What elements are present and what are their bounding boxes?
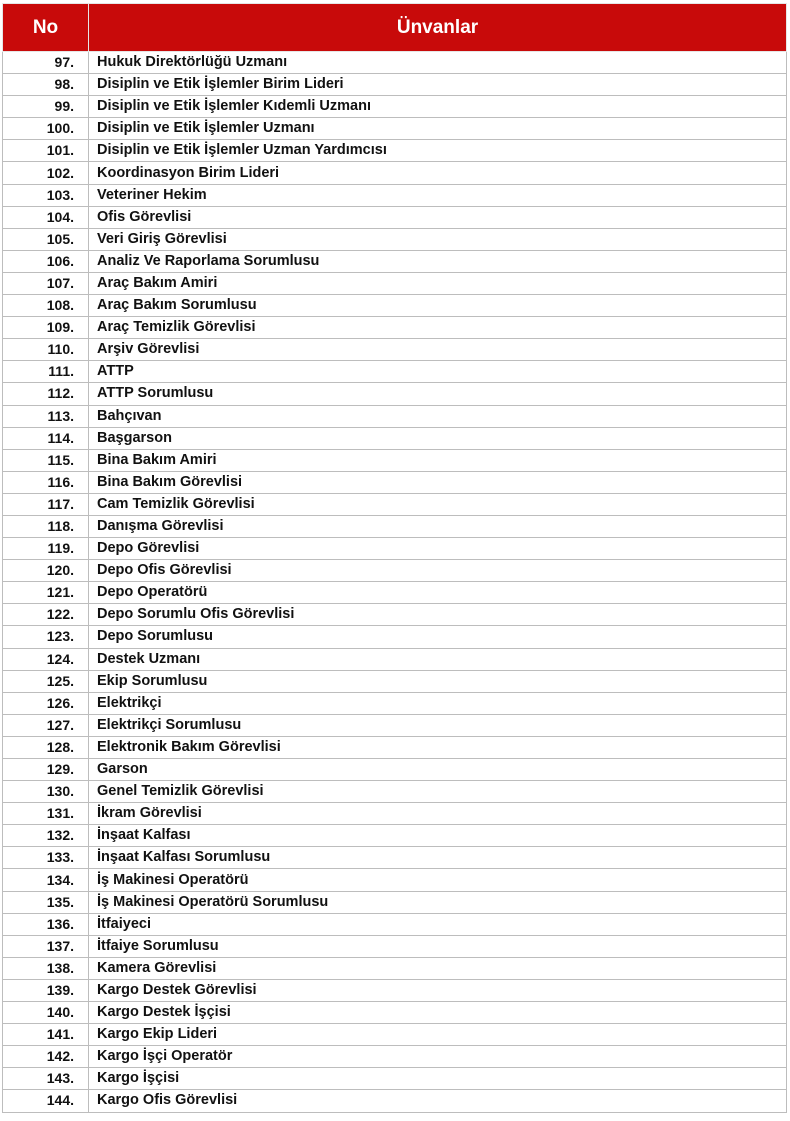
- row-title: Bahçıvan: [89, 405, 787, 427]
- row-number: 117.: [3, 493, 89, 515]
- row-title: Kargo Ekip Lideri: [89, 1024, 787, 1046]
- table-row: [3, 383, 787, 405]
- row-title: Araç Bakım Amiri: [89, 272, 787, 294]
- row-title: Elektronik Bakım Görevlisi: [89, 736, 787, 758]
- row-number: 126.: [3, 692, 89, 714]
- row-number: 111.: [3, 361, 89, 383]
- row-title: ATTP: [89, 361, 787, 383]
- row-number: 115.: [3, 449, 89, 471]
- table-row: [3, 891, 787, 913]
- row-number: 134.: [3, 869, 89, 891]
- table-row: [3, 118, 787, 140]
- table-row: [3, 759, 787, 781]
- row-title: Elektrikçi Sorumlusu: [89, 714, 787, 736]
- row-title: Ofis Görevlisi: [89, 206, 787, 228]
- row-title: Bina Bakım Amiri: [89, 449, 787, 471]
- row-title: Depo Ofis Görevlisi: [89, 560, 787, 582]
- row-number: 110.: [3, 339, 89, 361]
- row-number: 123.: [3, 626, 89, 648]
- row-number: 100.: [3, 118, 89, 140]
- row-title: Disiplin ve Etik İşlemler Uzmanı: [89, 118, 787, 140]
- table-row: [3, 538, 787, 560]
- table-row: [3, 869, 787, 891]
- table-row: [3, 803, 787, 825]
- row-number: 97.: [3, 52, 89, 74]
- row-number: 107.: [3, 272, 89, 294]
- table-row: [3, 74, 787, 96]
- table-row: [3, 449, 787, 471]
- table-row: [3, 1090, 787, 1112]
- row-title: Ekip Sorumlusu: [89, 670, 787, 692]
- row-number: 130.: [3, 781, 89, 803]
- row-title: İnşaat Kalfası Sorumlusu: [89, 847, 787, 869]
- table-row: [3, 714, 787, 736]
- row-number: 103.: [3, 184, 89, 206]
- row-number: 112.: [3, 383, 89, 405]
- table-row: [3, 162, 787, 184]
- header-no: No: [3, 4, 89, 52]
- row-number: 135.: [3, 891, 89, 913]
- row-number: 129.: [3, 759, 89, 781]
- row-title: ATTP Sorumlusu: [89, 383, 787, 405]
- row-number: 131.: [3, 803, 89, 825]
- row-title: İş Makinesi Operatörü: [89, 869, 787, 891]
- row-title: Kargo İşçisi: [89, 1068, 787, 1090]
- row-number: 127.: [3, 714, 89, 736]
- table-row: [3, 471, 787, 493]
- table-row: [3, 317, 787, 339]
- row-title: Başgarson: [89, 427, 787, 449]
- row-number: 116.: [3, 471, 89, 493]
- table-row: [3, 913, 787, 935]
- header-row: [3, 4, 787, 52]
- row-number: 140.: [3, 1002, 89, 1024]
- row-number: 128.: [3, 736, 89, 758]
- row-title: Garson: [89, 759, 787, 781]
- table-row: [3, 493, 787, 515]
- row-title: Veteriner Hekim: [89, 184, 787, 206]
- row-title: Kargo Destek Görevlisi: [89, 979, 787, 1001]
- row-title: Disiplin ve Etik İşlemler Uzman Yardımcısı: [89, 140, 787, 162]
- row-number: 114.: [3, 427, 89, 449]
- row-title: İtfaiyeci: [89, 913, 787, 935]
- row-number: 133.: [3, 847, 89, 869]
- row-title: Bina Bakım Görevlisi: [89, 471, 787, 493]
- row-title: Depo Sorumlusu: [89, 626, 787, 648]
- table-row: [3, 604, 787, 626]
- table-row: [3, 781, 787, 803]
- row-title: Kargo İşçi Operatör: [89, 1046, 787, 1068]
- table-row: [3, 339, 787, 361]
- table-row: [3, 957, 787, 979]
- table-row: [3, 1002, 787, 1024]
- row-title: İnşaat Kalfası: [89, 825, 787, 847]
- table-row: [3, 670, 787, 692]
- row-title: Kamera Görevlisi: [89, 957, 787, 979]
- row-number: 124.: [3, 648, 89, 670]
- table-row: [3, 1068, 787, 1090]
- table-row: [3, 1046, 787, 1068]
- row-title: Elektrikçi: [89, 692, 787, 714]
- table-row: [3, 560, 787, 582]
- row-title: Kargo Ofis Görevlisi: [89, 1090, 787, 1112]
- row-number: 143.: [3, 1068, 89, 1090]
- table-row: [3, 405, 787, 427]
- table-row: [3, 582, 787, 604]
- row-number: 106.: [3, 250, 89, 272]
- table-row: [3, 206, 787, 228]
- row-number: 137.: [3, 935, 89, 957]
- row-number: 98.: [3, 74, 89, 96]
- table-row: [3, 825, 787, 847]
- row-number: 138.: [3, 957, 89, 979]
- table-row: [3, 52, 787, 74]
- table-row: [3, 140, 787, 162]
- row-number: 104.: [3, 206, 89, 228]
- row-title: Disiplin ve Etik İşlemler Birim Lideri: [89, 74, 787, 96]
- row-title: Genel Temizlik Görevlisi: [89, 781, 787, 803]
- table-row: [3, 935, 787, 957]
- row-number: 136.: [3, 913, 89, 935]
- row-number: 118.: [3, 515, 89, 537]
- row-title: Araç Temizlik Görevlisi: [89, 317, 787, 339]
- row-title: Danışma Görevlisi: [89, 515, 787, 537]
- row-number: 113.: [3, 405, 89, 427]
- titles-table: [2, 3, 787, 1113]
- row-title: Analiz Ve Raporlama Sorumlusu: [89, 250, 787, 272]
- row-number: 101.: [3, 140, 89, 162]
- table-row: [3, 736, 787, 758]
- table-header: [3, 4, 787, 52]
- row-title: Destek Uzmanı: [89, 648, 787, 670]
- row-title: Depo Sorumlu Ofis Görevlisi: [89, 604, 787, 626]
- row-title: Depo Görevlisi: [89, 538, 787, 560]
- table-row: [3, 228, 787, 250]
- row-number: 141.: [3, 1024, 89, 1046]
- table-row: [3, 692, 787, 714]
- table-row: [3, 250, 787, 272]
- row-number: 108.: [3, 295, 89, 317]
- row-title: Cam Temizlik Görevlisi: [89, 493, 787, 515]
- row-number: 144.: [3, 1090, 89, 1112]
- table-body: [3, 52, 787, 1113]
- table-row: [3, 1024, 787, 1046]
- table-row: [3, 427, 787, 449]
- row-title: Koordinasyon Birim Lideri: [89, 162, 787, 184]
- row-number: 139.: [3, 979, 89, 1001]
- row-number: 125.: [3, 670, 89, 692]
- row-number: 109.: [3, 317, 89, 339]
- row-title: İş Makinesi Operatörü Sorumlusu: [89, 891, 787, 913]
- table-row: [3, 648, 787, 670]
- table-row: [3, 515, 787, 537]
- row-number: 102.: [3, 162, 89, 184]
- row-number: 105.: [3, 228, 89, 250]
- row-title: Kargo Destek İşçisi: [89, 1002, 787, 1024]
- row-title: İtfaiye Sorumlusu: [89, 935, 787, 957]
- row-title: Veri Giriş Görevlisi: [89, 228, 787, 250]
- row-number: 121.: [3, 582, 89, 604]
- row-title: İkram Görevlisi: [89, 803, 787, 825]
- row-title: Hukuk Direktörlüğü Uzmanı: [89, 52, 787, 74]
- table-row: [3, 979, 787, 1001]
- row-number: 132.: [3, 825, 89, 847]
- header-titles: Ünvanlar: [89, 4, 787, 52]
- row-title: Arşiv Görevlisi: [89, 339, 787, 361]
- row-number: 142.: [3, 1046, 89, 1068]
- table-row: [3, 184, 787, 206]
- row-number: 120.: [3, 560, 89, 582]
- row-number: 119.: [3, 538, 89, 560]
- row-title: Araç Bakım Sorumlusu: [89, 295, 787, 317]
- row-title: Depo Operatörü: [89, 582, 787, 604]
- table-row: [3, 96, 787, 118]
- row-number: 99.: [3, 96, 89, 118]
- row-number: 122.: [3, 604, 89, 626]
- table-row: [3, 272, 787, 294]
- row-title: Disiplin ve Etik İşlemler Kıdemli Uzmanı: [89, 96, 787, 118]
- table-row: [3, 361, 787, 383]
- table-row: [3, 847, 787, 869]
- table-row: [3, 626, 787, 648]
- table-row: [3, 295, 787, 317]
